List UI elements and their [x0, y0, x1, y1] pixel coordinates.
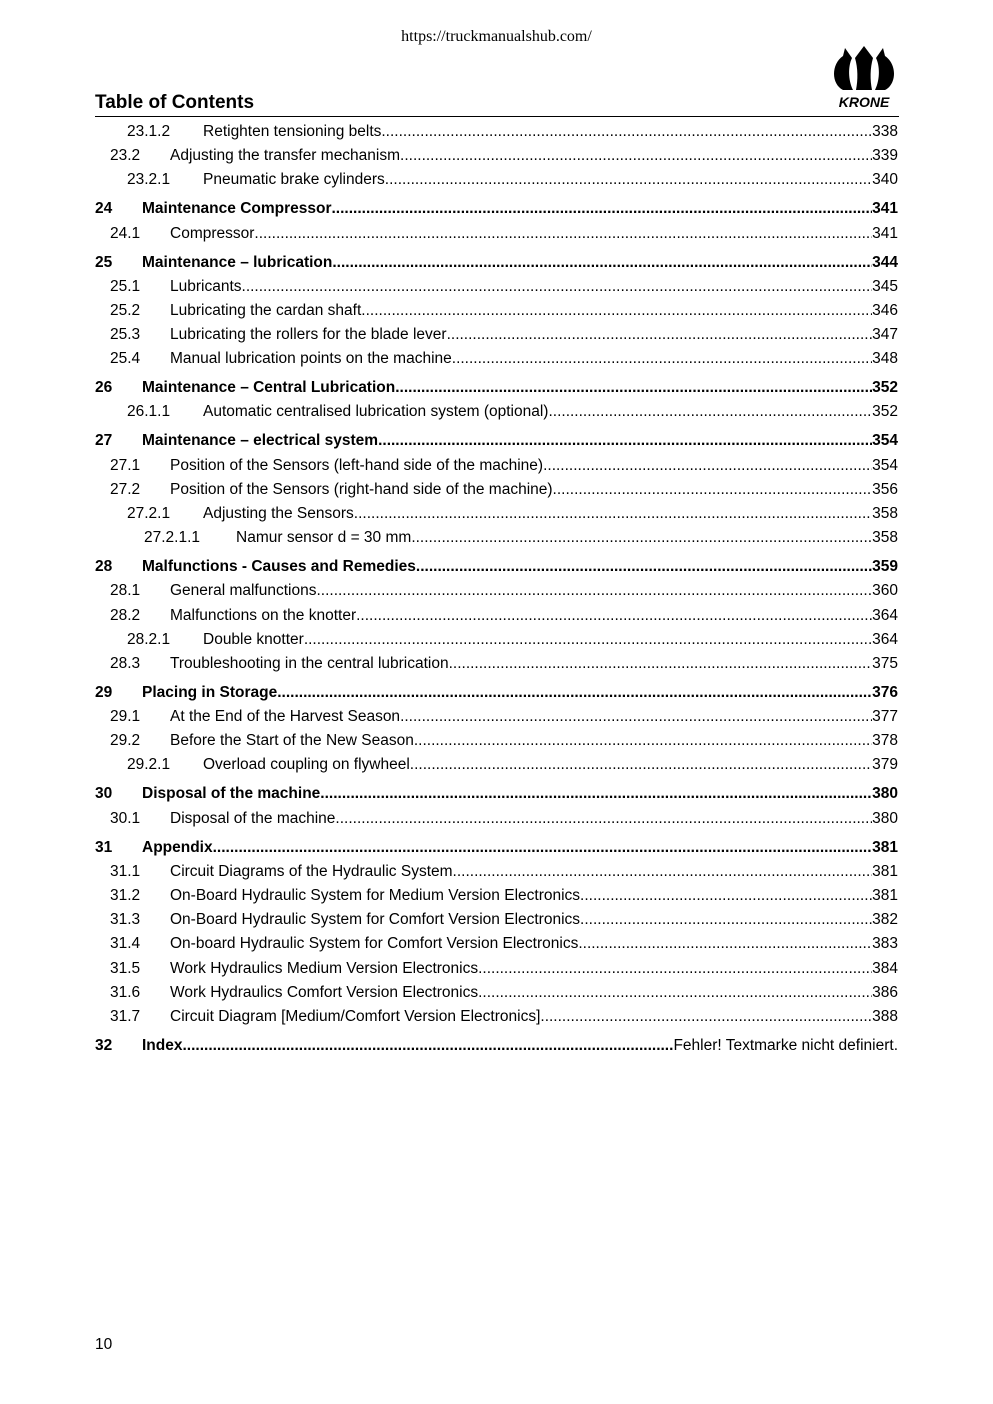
- toc-entry[interactable]: [95, 120, 898, 144]
- toc-entry[interactable]: [95, 222, 898, 246]
- toc-entry-number: 27.2.1.1: [144, 529, 201, 547]
- toc-entry-title: Placing in Storage: [142, 683, 278, 701]
- toc-dot-leader: [385, 168, 872, 192]
- toc-entry-number: 26: [95, 379, 113, 397]
- toc-entry-number: 28.2.1: [127, 630, 171, 648]
- toc-entry-title: Position of the Sensors (left-hand side of the machine): [170, 456, 544, 474]
- toc-entry-title: Maintenance – lubrication: [142, 253, 333, 271]
- toc-entry-page: 354: [872, 456, 898, 474]
- toc-entry-title: Retighten tensioning belts: [203, 123, 382, 140]
- toc-entry-page: 344: [872, 253, 898, 271]
- toc-entry-number: 32: [95, 1036, 113, 1054]
- toc-entry[interactable]: [95, 782, 898, 806]
- toc-entry-page: 379: [872, 756, 898, 774]
- toc-entry-title: Index: [142, 1036, 183, 1054]
- toc-entry-page: 364: [872, 606, 898, 624]
- toc-dot-leader: [414, 729, 872, 753]
- toc-entry-page: 354: [872, 432, 898, 450]
- toc-dot-leader: [254, 222, 872, 246]
- toc-entry-page: 356: [872, 480, 898, 498]
- toc-entry-title: Maintenance Compressor: [142, 200, 332, 218]
- toc-entry-page: 386: [872, 983, 898, 1001]
- toc-entry-page: 338: [872, 123, 898, 140]
- toc-entry-number: 27.2.1: [127, 505, 171, 522]
- toc-entry-number: 27.1: [110, 456, 141, 474]
- toc-entry[interactable]: [95, 981, 898, 1005]
- toc-entry-number: 28.1: [110, 582, 141, 600]
- toc-entry-title: Lubricating the cardan shaft: [170, 301, 362, 319]
- toc-entry-page: 384: [872, 959, 898, 977]
- toc-entry-page: 341: [872, 200, 898, 218]
- toc-entry-number: 29.1: [110, 708, 141, 726]
- toc-entry-page: 345: [872, 277, 898, 295]
- toc-entry-title: Manual lubrication points on the machine: [170, 350, 452, 368]
- toc-dot-leader: [400, 144, 872, 168]
- toc-entry-page: 381: [872, 862, 898, 880]
- toc-entry-page: 339: [872, 147, 898, 165]
- toc-entry-title: Circuit Diagram [Medium/Comfort Version Electronics]: [170, 1007, 541, 1025]
- toc-dot-leader: [335, 807, 872, 831]
- toc-entry-title: Position of the Sensors (right-hand side of the machine): [170, 480, 553, 498]
- toc-entry[interactable]: [95, 807, 898, 831]
- toc-entry[interactable]: [95, 400, 898, 424]
- toc-entry-number: 24: [95, 200, 113, 218]
- header-rule: [95, 116, 899, 117]
- toc-entry-title: Appendix: [142, 838, 213, 856]
- toc-entry-title: Disposal of the machine: [142, 785, 321, 803]
- toc-entry[interactable]: [95, 1005, 898, 1029]
- toc-entry-page: 378: [872, 732, 898, 750]
- toc-entry-title: Lubricants: [170, 277, 242, 295]
- toc-dot-leader: [548, 400, 872, 424]
- toc-entry[interactable]: [95, 275, 898, 299]
- toc-entry-page: 381: [872, 887, 898, 904]
- toc-entry[interactable]: [95, 197, 898, 221]
- toc-entry[interactable]: [95, 753, 898, 777]
- toc-entry-title: Compressor: [170, 224, 255, 242]
- toc-dot-leader: [411, 526, 872, 550]
- toc-dot-leader: [182, 1034, 673, 1058]
- toc-entry-title: At the End of the Harvest Season: [170, 708, 401, 726]
- toc-entry-number: 31.3: [110, 911, 141, 929]
- toc-dot-leader: [304, 628, 872, 652]
- toc-entry[interactable]: [95, 555, 898, 579]
- toc-dot-leader: [452, 347, 872, 371]
- krone-logo: [829, 44, 899, 112]
- toc-entry[interactable]: [95, 168, 898, 192]
- toc-entry-number: 28.2: [110, 606, 141, 624]
- toc-entry[interactable]: [95, 502, 898, 526]
- toc-entry[interactable]: [95, 251, 898, 275]
- toc-entry-number: 31.7: [110, 1007, 141, 1025]
- toc-entry[interactable]: [95, 323, 898, 347]
- toc-entry-number: 30.1: [110, 809, 141, 827]
- toc-entry-title: Troubleshooting in the central lubrication: [170, 654, 449, 672]
- toc-entry-page: 340: [872, 171, 898, 189]
- toc-entry-number: 27.2: [110, 480, 141, 498]
- toc-entry-number: 25.1: [110, 277, 141, 295]
- toc-entry[interactable]: [95, 299, 898, 323]
- toc-dot-leader: [361, 299, 872, 323]
- toc-entry-number: 31.4: [110, 935, 141, 953]
- toc-entry-number: 30: [95, 785, 113, 803]
- toc-entry-title: Overload coupling on flywheel: [203, 756, 410, 774]
- toc-entry-number: 23.2: [110, 147, 141, 165]
- toc-dot-leader: [410, 753, 872, 777]
- toc-dot-leader: [378, 429, 872, 453]
- toc-entry-number: 25.4: [110, 350, 141, 368]
- toc-entry-page: 364: [872, 630, 898, 648]
- toc-entry[interactable]: [95, 681, 898, 705]
- toc-entry-page: 347: [872, 326, 898, 344]
- toc-entry[interactable]: [95, 579, 898, 603]
- toc-dot-leader: [356, 604, 872, 628]
- toc-entry-title: Disposal of the machine: [170, 809, 336, 827]
- toc-dot-leader: [354, 502, 872, 526]
- page-title: Table of Contents: [95, 92, 255, 113]
- toc-entry-page: 359: [872, 558, 898, 576]
- toc-entry-title: Work Hydraulics Medium Version Electronics: [170, 959, 479, 977]
- toc-entry-page: 380: [872, 809, 898, 827]
- toc-entry-page: 352: [872, 403, 898, 421]
- toc-entry-page: 358: [872, 529, 898, 547]
- toc-dot-leader: [578, 932, 872, 956]
- toc-dot-leader: [553, 478, 873, 502]
- toc-entry-number: 24.1: [110, 224, 141, 242]
- toc-entry-number: 31.2: [110, 887, 141, 904]
- toc-dot-leader: [478, 957, 872, 981]
- toc-entry-title: Before the Start of the New Season: [170, 732, 414, 750]
- toc-entry-title: Namur sensor d = 30 mm: [236, 529, 412, 547]
- toc-entry-page: 346: [872, 301, 898, 319]
- page-number: 10: [95, 1336, 113, 1353]
- toc-entry[interactable]: [95, 478, 898, 502]
- toc-dot-leader: [395, 376, 872, 400]
- toc-entry-number: 26.1.1: [127, 403, 171, 421]
- toc-entry[interactable]: [95, 932, 898, 956]
- toc-entry-number: 25.3: [110, 326, 141, 344]
- toc-entry-page: 360: [872, 582, 898, 600]
- toc-entry-number: 31.5: [110, 959, 141, 977]
- toc-entry-title: On-Board Hydraulic System for Comfort Version Electronics: [170, 911, 581, 929]
- toc-entry-page: 375: [872, 654, 898, 672]
- toc-entry-page: Fehler! Textmarke nicht definiert.: [673, 1036, 898, 1054]
- toc-entry[interactable]: [95, 836, 898, 860]
- toc-entry-number: 25.2: [110, 301, 141, 319]
- toc-entry-title: Malfunctions on the knotter: [170, 606, 357, 624]
- toc-entry-title: Pneumatic brake cylinders: [203, 171, 385, 189]
- toc-dot-leader: [316, 579, 872, 603]
- toc-entry-title: Maintenance – electrical system: [142, 432, 379, 450]
- toc-entry-title: On-board Hydraulic System for Comfort Version Electronics: [170, 935, 579, 953]
- svg-text:KRONE: KRONE: [838, 94, 890, 110]
- toc-entry-number: 29: [95, 683, 113, 701]
- toc-entry-number: 23.1.2: [127, 123, 171, 140]
- toc-list: [95, 120, 898, 1058]
- toc-dot-leader: [416, 555, 872, 579]
- toc-entry[interactable]: [95, 604, 898, 628]
- toc-entry-page: 358: [872, 505, 898, 522]
- toc-entry-page: 377: [872, 708, 898, 726]
- toc-entry-title: Lubricating the rollers for the blade lever: [170, 326, 447, 344]
- toc-entry-number: 28: [95, 558, 113, 576]
- toc-entry-page: 382: [872, 911, 898, 929]
- toc-entry-title: Malfunctions - Causes and Remedies: [142, 558, 416, 576]
- toc-entry-number: 23.2.1: [127, 171, 171, 189]
- toc-entry[interactable]: [95, 376, 898, 400]
- toc-entry-number: 27: [95, 432, 113, 450]
- toc-entry-title: Automatic centralised lubrication system (optional): [203, 403, 549, 421]
- toc-entry[interactable]: [95, 957, 898, 981]
- toc-entry[interactable]: [95, 652, 898, 676]
- toc-dot-leader: [400, 705, 872, 729]
- toc-entry[interactable]: [95, 884, 898, 908]
- toc-entry-page: 380: [872, 785, 898, 803]
- toc-entry-page: 376: [872, 683, 898, 701]
- toc-dot-leader: [277, 681, 872, 705]
- toc-entry[interactable]: [95, 628, 898, 652]
- toc-entry-page: 383: [872, 935, 898, 953]
- toc-entry-title: Adjusting the transfer mechanism: [170, 147, 401, 165]
- toc-entry-number: 29.2: [110, 732, 141, 750]
- toc-entry[interactable]: [95, 705, 898, 729]
- toc-dot-leader: [478, 981, 872, 1005]
- toc-dot-leader: [540, 1005, 872, 1029]
- source-url: https://truckmanualshub.com/: [401, 28, 592, 45]
- toc-entry-page: 352: [872, 379, 898, 397]
- toc-dot-leader: [580, 908, 872, 932]
- toc-entry-page: 388: [872, 1007, 898, 1025]
- toc-entry[interactable]: [95, 454, 898, 478]
- toc-entry-number: 31.6: [110, 983, 141, 1001]
- toc-dot-leader: [543, 454, 872, 478]
- toc-dot-leader: [453, 860, 873, 884]
- toc-entry-page: 341: [872, 224, 898, 242]
- toc-entry[interactable]: [95, 526, 898, 550]
- toc-entry-number: 31.1: [110, 862, 141, 880]
- toc-dot-leader: [449, 652, 873, 676]
- toc-dot-leader: [242, 275, 873, 299]
- toc-dot-leader: [213, 836, 873, 860]
- toc-entry[interactable]: [95, 144, 898, 168]
- toc-entry-number: 29.2.1: [127, 756, 171, 774]
- toc-dot-leader: [320, 782, 872, 806]
- toc-entry[interactable]: [95, 347, 898, 371]
- toc-dot-leader: [580, 884, 872, 908]
- toc-entry-title: General malfunctions: [170, 582, 317, 600]
- toc-entry[interactable]: [95, 908, 898, 932]
- toc-entry-title: Adjusting the Sensors: [203, 505, 354, 522]
- toc-dot-leader: [332, 251, 872, 275]
- toc-entry-page: 348: [872, 350, 898, 368]
- toc-dot-leader: [332, 197, 873, 221]
- toc-entry[interactable]: [95, 860, 898, 884]
- toc-dot-leader: [447, 323, 873, 347]
- toc-entry-number: 28.3: [110, 654, 141, 672]
- toc-entry-title: Work Hydraulics Comfort Version Electronics: [170, 983, 479, 1001]
- toc-entry-title: Circuit Diagrams of the Hydraulic System: [170, 862, 453, 880]
- toc-dot-leader: [381, 120, 872, 144]
- toc-entry-page: 381: [872, 838, 898, 856]
- toc-entry-title: Double knotter: [203, 630, 304, 648]
- toc-entry[interactable]: [95, 429, 898, 453]
- toc-entry[interactable]: [95, 1034, 898, 1058]
- toc-entry[interactable]: [95, 729, 898, 753]
- toc-entry-number: 31: [95, 838, 113, 856]
- toc-entry-title: On-Board Hydraulic System for Medium Version Electronics: [170, 887, 581, 904]
- toc-entry-title: Maintenance – Central Lubrication: [142, 379, 396, 397]
- toc-entry-number: 25: [95, 253, 113, 271]
